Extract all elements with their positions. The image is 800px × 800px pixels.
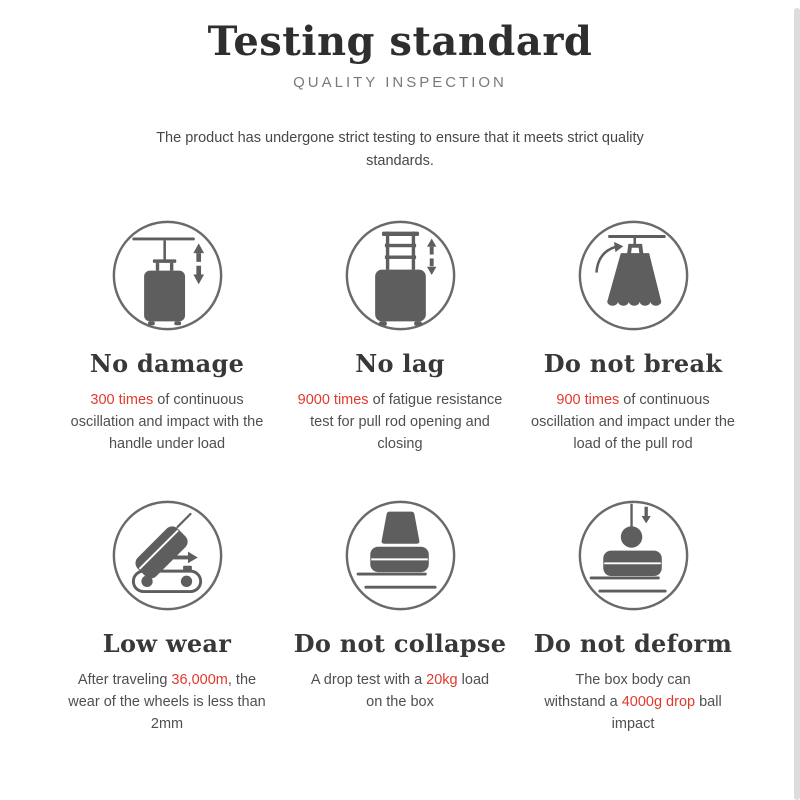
test-item-no-damage (51, 217, 284, 455)
pull-rod-fatigue-icon (342, 217, 459, 334)
desc-highlight: 4000g drop (621, 694, 696, 711)
item-title: Do not break (543, 349, 723, 379)
page-description: The product has undergone strict testing to ensure that it meets strict quality standards. (156, 129, 644, 169)
item-description (308, 669, 493, 713)
drop-ball-impact-icon (575, 497, 692, 614)
swinging-bag-impact-icon (575, 217, 692, 334)
test-items-grid (0, 217, 800, 735)
test-item-no-lag (284, 217, 517, 455)
desc-suffix: , the wear of the wheels is less than 2mm (68, 672, 266, 733)
item-description (526, 389, 741, 455)
desc-highlight: 300 times (90, 392, 154, 409)
desc-prefix: The box body can withstand a (544, 672, 691, 711)
item-title: Do not collapse (293, 629, 507, 659)
desc-suffix: ball impact (611, 694, 722, 733)
vertical-scrollbar[interactable] (794, 8, 800, 800)
item-title: Low wear (102, 629, 232, 659)
desc-highlight: 900 times (556, 392, 620, 409)
item-description (60, 389, 275, 455)
test-item-do-not-deform (517, 497, 750, 735)
item-title: Do not deform (533, 629, 733, 659)
desc-suffix: of continuous oscillation and impact under the load of the pull rod (531, 392, 735, 453)
item-description (65, 669, 270, 735)
hanging-suitcase-oscillation-icon (109, 217, 226, 334)
suitcase-conveyor-wear-icon (109, 497, 226, 614)
desc-highlight: 20kg (426, 672, 458, 689)
test-item-low-wear (51, 497, 284, 735)
page-header (0, 0, 800, 173)
desc-suffix: of continuous oscillation and impact with the handle under load (70, 392, 264, 453)
item-description (293, 389, 508, 455)
desc-suffix: load on the box (366, 672, 490, 711)
weight-load-on-box-icon (342, 497, 459, 614)
page-title: Testing standard (207, 18, 593, 65)
page-subtitle: QUALITY INSPECTION (293, 73, 507, 91)
desc-prefix: A drop test with a (310, 672, 427, 689)
desc-prefix: After traveling (77, 672, 172, 689)
item-title: No lag (355, 349, 445, 379)
item-description (543, 669, 723, 735)
item-title: No damage (89, 349, 245, 379)
desc-highlight: 9000 times (297, 392, 369, 409)
test-item-do-not-collapse (284, 497, 517, 735)
desc-highlight: 36,000m (171, 672, 228, 689)
test-item-do-not-break (517, 217, 750, 455)
desc-suffix: of fatigue resistance test for pull rod opening and closing (310, 392, 503, 453)
